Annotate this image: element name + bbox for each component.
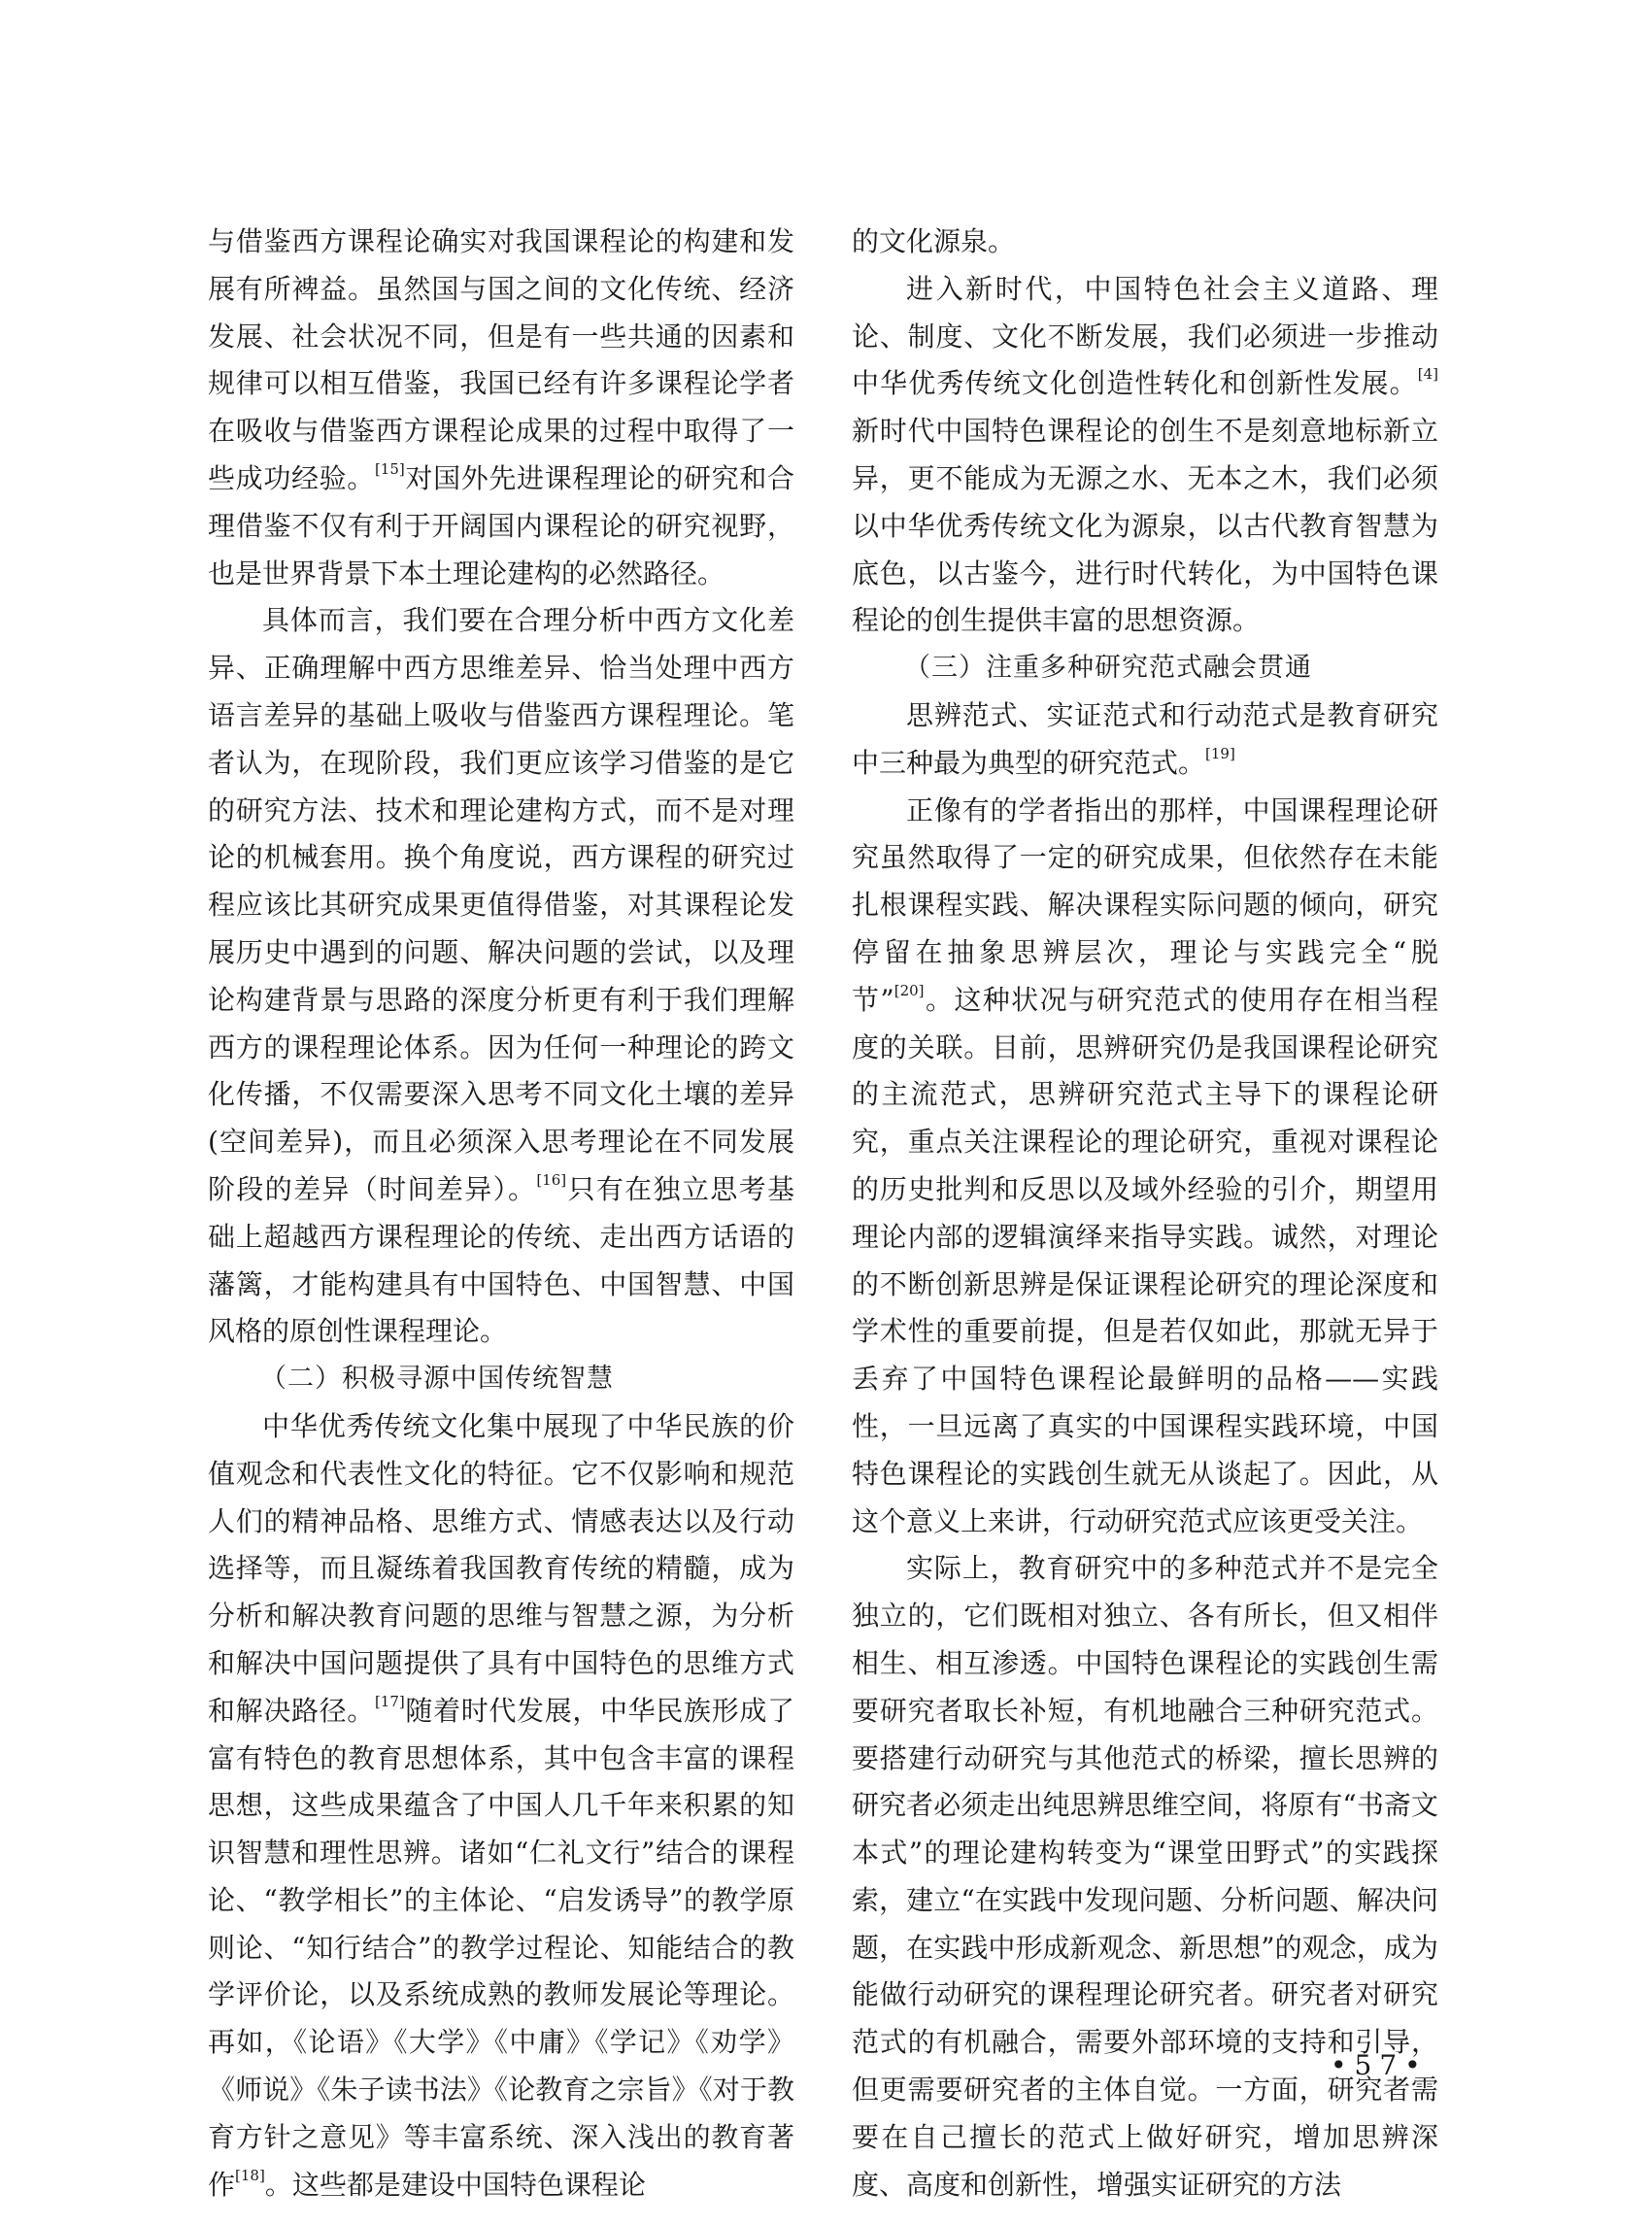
citation-ref: [18] [235,2166,265,2184]
citation-ref: [19] [1205,744,1235,762]
citation-ref: [17] [374,1692,405,1710]
paragraph: 的文化源泉。 [852,225,1016,257]
paragraph: 正像有的学者指出的那样，中国课程理论研究虽然取得了一定的研究成果，但依然存在未能扎根课程实践、解决课程实际问题的倾向，研究停留在抽象思辨层次，理论与实践完全“脱节”[20]。这种状况与研究范式的使用存在相当程度的关联。目前，思辨研究仍是我国课程论研究的主流范式，思辨研究范式主导下的课程论研究，重点关注课程论的理论研究，重视对课程论的历史批判和反思以及域外经验的引介，期望用理论内部的逻辑演绎来指导实践。诚然，对理论的不断创新思辨是保证课程论研究的理论深度和学术性的重要前提，但是若仅如此，那就无异于丢弃了中国特色课程论最鲜明的品格——实践性，一旦远离了真实的中国课程实践环境，中国特色课程论的实践创生就无从谈起了。因此，从这个意义上来讲，行动研究范式应该更受关注。 [852,793,1438,1537]
page-number: •57• [1331,2049,1429,2081]
right-column [852,219,1438,2208]
paragraph: 具体而言，我们要在合理分析中西方文化差异、正确理解中西方思维差异、恰当处理中西方语言差异的基础上吸收与借鉴西方课程理论。笔者认为，在现阶段，我们更应该学习借鉴的是它的研究方法、技术和理论建构方式，而不是对理论的机械套用。换个角度说，西方课程的研究过程应该比其研究成果更值得借鉴，对其课程论发展历史中遇到的问题、解决问题的尝试，以及理论构建背景与思路的深度分析更有利于我们理解西方的课程理论体系。因为任何一种理论的跨文化传播，不仅需要深入思考不同文化土壤的差异(空间差异)，而且必须深入思考理论在不同发展阶段的差异（时间差异）。[16]只有在独立思考基础上超越西方课程理论的传统、走出西方话语的藩篱，才能构建具有中国特色、中国智慧、中国风格的原创性课程理论。 [208,604,794,1348]
citation-ref: [4] [1417,365,1438,384]
paragraph: 与借鉴西方课程论确实对我国课程论的构建和发展有所裨益。虽然国与国之间的文化传统、经济发展、社会状况不同，但是有一些共通的因素和规律可以相互借鉴，我国已经有许多课程论学者在吸收与借鉴西方课程论成果的过程中取得了一些成功经验。[15]对国外先进课程理论的研究和合理借鉴不仅有利于开阔国内课程论的研究视野，也是世界背景下本土理论建构的必然路径。 [208,225,794,590]
section-heading: （三）注重多种研究范式融会贯通 [904,653,1312,684]
citation-ref: [16] [536,1170,567,1189]
section-heading: （二）积极寻源中国传统智慧 [260,1364,614,1395]
paragraph: 中华优秀传统文化集中展现了中华民族的价值观念和代表性文化的特征。它不仅影响和规范人们的精神品格、思维方式、情感表达以及行动选择等，而且凝练着我国教育传统的精髓，成为分析和解决教育问题的思维与智慧之源，为分析和解决中国问题提供了具有中国特色的思维方式和解决路径。[17]随着时代发展，中华民族形成了富有特色的教育思想体系，其中包含丰富的课程思想，这些成果蕴含了中国人几千年来积累的知识智慧和理性思辨。诸如“仁礼文行”结合的课程论、“教学相长”的主体论、“启发诱导”的教学原则论、“知行结合”的教学过程论、知能结合的教学评价论，以及系统成熟的教师发展论等理论。再如，《论语》《大学》《中庸》《学记》《劝学》《师说》《朱子读书法》《论教育之宗旨》《对于教育方针之意见》等丰富系统、深入浅出的教育著作[18]。这些都是建设中国特色课程论 [208,1409,794,2201]
paragraph: 思辨范式、实证范式和行动范式是教育研究中三种最为典型的研究范式。[19] [852,698,1438,779]
left-column [208,219,794,2208]
citation-ref: [20] [893,981,925,999]
citation-ref: [15] [374,459,405,478]
paragraph: 实际上，教育研究中的多种范式并不是完全独立的，它们既相对独立、各有所长，但又相伴相生、相互渗透。中国特色课程论的实践创生需要研究者取长补短，有机地融合三种研究范式。要搭建行动研究与其他范式的桥梁，擅长思辨的研究者必须走出纯思辨思维空间，将原有“书斋文本式”的理论建构转变为“课堂田野式”的实践探索，建立“在实践中发现问题、分析问题、解决问题，在实践中形成新观念、新思想”的观念，成为能做行动研究的课程理论研究者。研究者对研究范式的有机融合，需要外部环境的支持和引导，但更需要研究者的主体自觉。一方面，研究者需要在自己擅长的范式上做好研究，增加思辨深度、高度和创新性，增强实证研究的方法 [852,1552,1438,2201]
paragraph: 进入新时代，中国特色社会主义道路、理论、制度、文化不断发展，我们必须进一步推动中华优秀传统文化创造性转化和创新性发展。[4]新时代中国特色课程论的创生不是刻意地标新立异，更不能成为无源之水、无本之木，我们必须以中华优秀传统文化为源泉，以古代教育智慧为底色，以古鉴今，进行时代转化，为中国特色课程论的创生提供丰富的思想资源。 [852,272,1438,637]
